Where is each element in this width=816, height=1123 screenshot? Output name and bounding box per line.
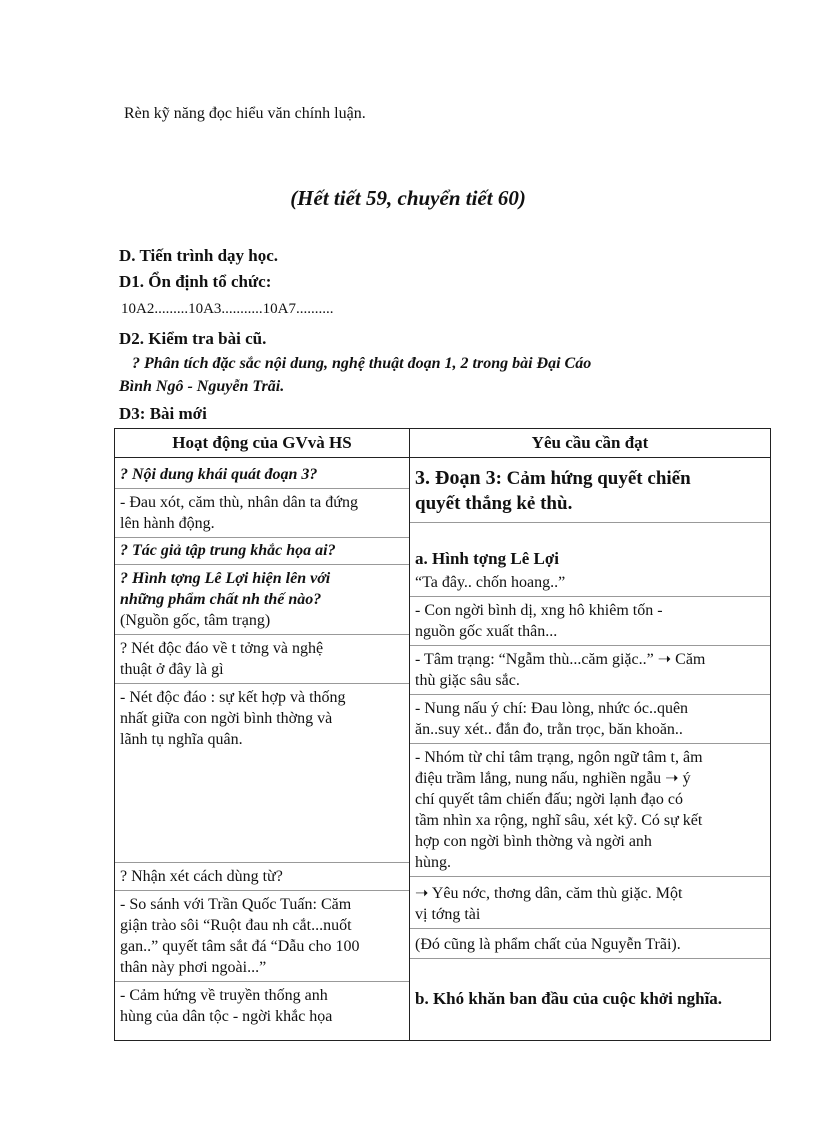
question-line: ? Nhận xét cách dùng từ? [120, 868, 283, 885]
lesson-table [114, 428, 771, 1041]
heading-d1: D1. Ổn định tổ chức: [119, 272, 272, 291]
content-line: hợp con ngời bình thờng và ngời anh [415, 833, 652, 850]
col-header-activities: Hoạt động của GVvà HS [115, 429, 410, 458]
answer-line: thân này phơi ngoài...” [120, 959, 267, 976]
content-text: điệu trầm lắng, nung nấu, nghiền ngẫu [415, 770, 662, 787]
requirements-cell [410, 458, 770, 1040]
answer-line: nhất giữa con ngời bình thờng và [120, 710, 333, 727]
section-heading-doan-3 [415, 466, 766, 491]
content-text: Căm [675, 651, 706, 668]
arrow-right-icon: ➝ [657, 651, 672, 668]
content-line: “Ta đây.. chốn hoang..” [415, 574, 566, 591]
question-line: những phẩm chất nh thế nào? [120, 591, 322, 608]
heading-d3: D3: Bài mới [119, 404, 207, 423]
arrow-right-icon: ➝ [665, 770, 679, 787]
content-line [415, 883, 766, 904]
content-line [415, 649, 766, 670]
content-line: chí quyết tâm chiến đấu; ngời lạnh đạo có [415, 791, 683, 808]
content-line: - Nhóm từ chỉ tâm trạng, ngôn ngữ tâm t, âm [415, 749, 703, 766]
content-line: vị tớng tài [415, 906, 481, 923]
answer-line: hùng của dân tộc - ngời khắc họa [120, 1008, 333, 1025]
content-line: hùng. [415, 854, 451, 871]
content-line: ăn..suy xét.. đắn đo, trằn trọc, băn khoăn.. [415, 721, 683, 738]
question-line: ? Nét độc đáo về t tởng và nghệ [120, 640, 324, 657]
question-line: ? Nội dung khái quát đoạn 3? [120, 466, 318, 483]
section-heading-line2: quyết thắng kẻ thù. [415, 493, 573, 514]
content-text: ý [682, 770, 691, 787]
answer-line: - Cảm hứng về truyền thống anh [120, 987, 328, 1004]
intro-line: Rèn kỹ năng đọc hiểu văn chính luận. [124, 105, 366, 122]
answer-line: - Đau xót, căm thù, nhân dân ta đứng [120, 494, 358, 511]
arrow-right-icon: ➝ [415, 885, 429, 902]
content-line: thù giặc sâu sắc. [415, 672, 520, 689]
answer-line: - Nét độc đáo : sự kết hợp và thống [120, 689, 346, 706]
content-line: - Con ngời bình dị, xng hô khiêm tốn - [415, 602, 663, 619]
answer-line: - So sánh với Trần Quốc Tuấn: Căm [120, 896, 352, 913]
doan-3-title: : Cảm hứng quyết chiến [495, 468, 691, 489]
content-line [415, 768, 766, 789]
content-line: nguồn gốc xuất thân... [415, 623, 558, 640]
answer-line: (Nguồn gốc, tâm trạng) [120, 612, 271, 629]
heading-d2: D2. Kiểm tra bài cũ. [119, 329, 267, 348]
review-question-line1: ? Phân tích đặc sắc nội dung, nghệ thuật đoạn 1, 2 trong bài Đại Cáo [132, 355, 592, 372]
question-line: ? Hình tợng Lê Lợi hiện lên với [120, 570, 331, 587]
question-line: thuật ở đây là gì [120, 661, 224, 678]
answer-line: gan..” quyết tâm sắt đá “Dẫu cho 100 [120, 938, 360, 955]
question-line: ? Tác giả tập trung khắc họa ai? [120, 542, 336, 559]
content-line: - Nung nấu ý chí: Đau lòng, nhức óc..quên [415, 700, 689, 717]
heading-d: D. Tiến trình dạy học. [119, 246, 279, 265]
answer-line: lên hành động. [120, 515, 215, 532]
answer-line: lãnh tụ nghĩa quân. [120, 731, 243, 748]
review-question-line2: Bình Ngô - Nguyễn Trãi. [119, 378, 285, 395]
content-text: Yêu nớc, thơng dân, căm thù giặc. Một [431, 885, 683, 902]
class-attendance: 10A2.........10A3...........10A7.......... [121, 301, 334, 317]
col-header-requirements: Yêu cầu cần đạt [410, 429, 771, 458]
answer-line: giận trào sôi “Ruột đau nh cắt...nuốt [120, 917, 352, 934]
section-title: (Hết tiết 59, chuyển tiết 60) [290, 186, 526, 210]
subheading-b: b. Khó khăn ban đầu của cuộc khởi nghĩa. [415, 989, 723, 1008]
activities-cell [115, 458, 409, 1040]
subheading-a: a. Hình tợng Lê Lợi [415, 549, 559, 568]
content-text: - Tâm trạng: “Ngẫm thù...căm giặc..” [415, 651, 654, 668]
doan-3-label: 3. Đoạn 3 [415, 467, 496, 489]
content-line: tầm nhìn xa rộng, nghĩ sâu, xét kỹ. Có sự kết [415, 812, 703, 829]
content-line: (Đó cũng là phẩm chất của Nguyễn Trãi). [415, 936, 681, 953]
